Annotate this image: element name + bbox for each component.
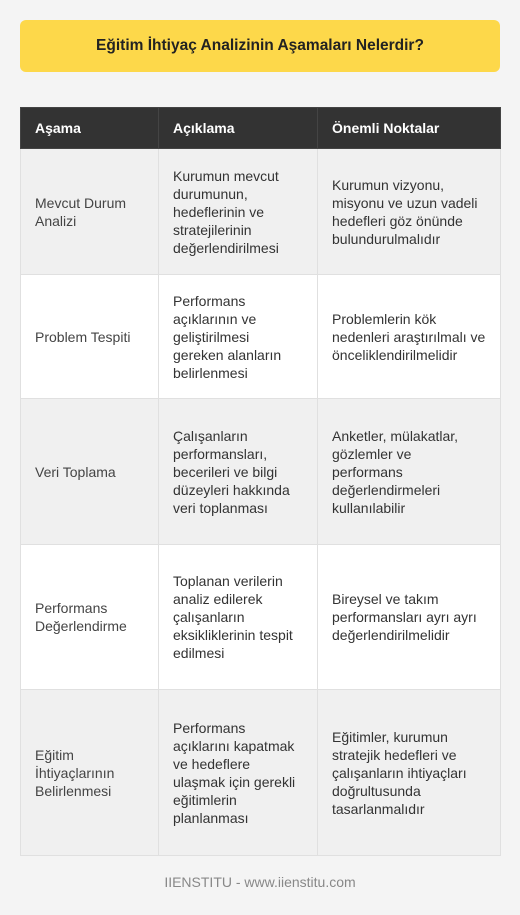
stage-cell: Veri Toplama xyxy=(21,399,159,545)
table-row xyxy=(21,275,501,399)
description-cell: Performans açıklarını kapatmak ve hedeflere ulaşmak için gerekli eğitimlerin planlanması xyxy=(159,690,318,856)
header-description: Açıklama xyxy=(159,108,318,149)
notes-cell: Eğitimler, kurumun stratejik hedefleri ve çalışanların ihtiyaçları doğrultusunda tasarlanmalıdır xyxy=(318,690,501,856)
stage-cell: Mevcut Durum Analizi xyxy=(21,149,159,275)
description-cell: Toplanan verilerin analiz edilerek çalışanların eksikliklerinin tespit edilmesi xyxy=(159,545,318,690)
description-cell: Performans açıklarının ve geliştirilmesi gereken alanların belirlenmesi xyxy=(159,275,318,399)
notes-cell: Problemlerin kök nedenleri araştırılmalı ve önceliklendirilmelidir xyxy=(318,275,501,399)
stage-cell: Eğitim İhtiyaçlarının Belirlenmesi xyxy=(21,690,159,856)
header-notes: Önemli Noktalar xyxy=(318,108,501,149)
stage-cell: Problem Tespiti xyxy=(21,275,159,399)
table-row xyxy=(21,149,501,275)
header-stage: Aşama xyxy=(21,108,159,149)
stages-table xyxy=(20,107,501,856)
notes-cell: Anketler, mülakatlar, gözlemler ve performans değerlendirmeleri kullanılabilir xyxy=(318,399,501,545)
table-row xyxy=(21,399,501,545)
footer-credit: IIENSTITU - www.iienstitu.com xyxy=(164,874,356,890)
table-row xyxy=(21,545,501,690)
table-row xyxy=(21,690,501,856)
notes-cell: Kurumun vizyonu, misyonu ve uzun vadeli hedefleri göz önünde bulundurulmalıdır xyxy=(318,149,501,275)
stage-cell: Performans Değerlendirme xyxy=(21,545,159,690)
description-cell: Çalışanların performansları, becerileri ve bilgi düzeyleri hakkında veri toplanması xyxy=(159,399,318,545)
page-title: Eğitim İhtiyaç Analizinin Aşamaları Nelerdir? xyxy=(20,20,500,72)
table-header-row xyxy=(21,108,501,149)
notes-cell: Bireysel ve takım performansları ayrı ayrı değerlendirilmelidir xyxy=(318,545,501,690)
description-cell: Kurumun mevcut durumunun, hedeflerinin ve stratejilerinin değerlendirilmesi xyxy=(159,149,318,275)
